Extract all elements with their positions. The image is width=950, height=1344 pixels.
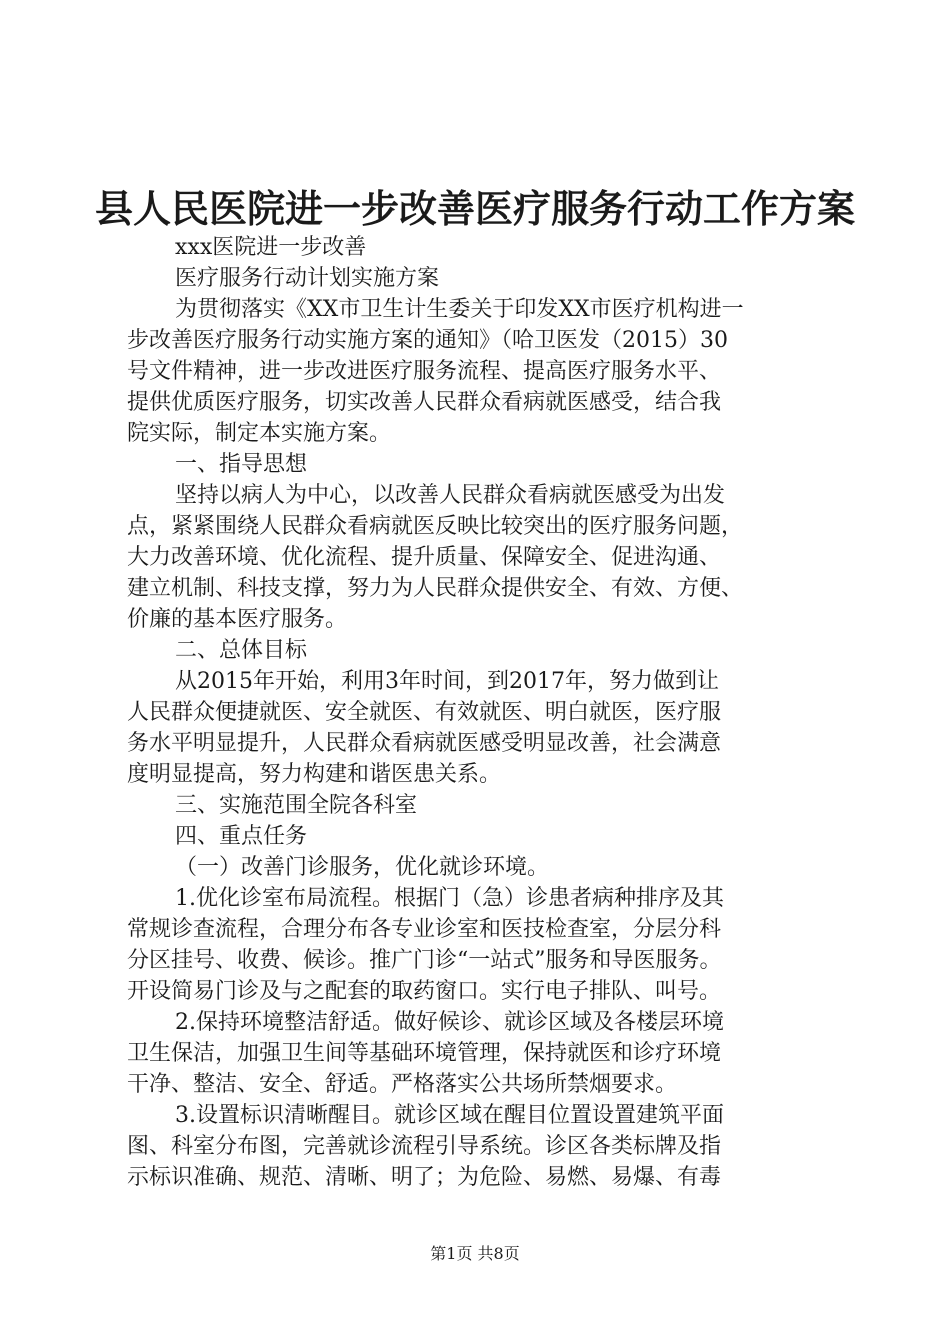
text-line: 二、总体目标 (175, 638, 308, 663)
text-line: 人民群众便捷就医、安全就医、有效就医、明白就医，医疗服 (127, 700, 722, 725)
text-line: 院实际，制定本实施方案。 (127, 421, 392, 446)
text-line: 大力改善环境、优化流程、提升质量、保障安全、促进沟通、 (127, 545, 722, 570)
text-line: 度明显提高，努力构建和谐医患关系。 (127, 762, 502, 787)
text-line: 步改善医疗服务行动实施方案的通知》（哈卫医发（2015）30 (127, 328, 728, 353)
text-line: 建立机制、科技支撑，努力为人民群众提供安全、有效、方便、 (127, 576, 744, 601)
text-line: 一、指导思想 (175, 452, 308, 477)
text-line: 图、科室分布图，完善就诊流程引导系统。诊区各类标牌及指 (127, 1134, 722, 1159)
page-footer: 第1页 共8页 (430, 1244, 520, 1263)
text-line: 四、重点任务 (175, 824, 308, 849)
text-line: 卫生保洁，加强卫生间等基础环境管理，保持就医和诊疗环境 (127, 1041, 722, 1066)
text-line: 提供优质医疗服务，切实改善人民群众看病就医感受，结合我 (127, 390, 722, 415)
text-line: 从2015年开始，利用3年时间，到2017年，努力做到让 (175, 669, 719, 694)
text-line: xxx医院进一步改善 (175, 235, 367, 260)
text-line: 示标识准确、规范、清晰、明了；为危险、易燃、易爆、有毒 (127, 1165, 722, 1190)
document-body (127, 232, 831, 1193)
text-line: 号文件精神，进一步改进医疗服务流程、提高医疗服务水平、 (127, 359, 722, 384)
text-line: 1.优化诊室布局流程。根据门（急）诊患者病种排序及其 (175, 886, 724, 911)
text-line: 医疗服务行动计划实施方案 (175, 266, 440, 291)
text-line: 开设简易门诊及与之配套的取药窗口。实行电子排队、叫号。 (127, 979, 722, 1004)
text-line: （一）改善门诊服务，优化就诊环境。 (175, 855, 550, 880)
text-line: 点，紧紧围绕人民群众看病就医反映比较突出的医疗服务问题， (127, 514, 744, 539)
text-line: 干净、整洁、安全、舒适。严格落实公共场所禁烟要求。 (127, 1072, 678, 1097)
text-line: 为贯彻落实《XX市卫生计生委关于印发XX市医疗机构进一 (175, 297, 744, 322)
text-line: 三、实施范围全院各科室 (175, 793, 418, 818)
text-line: 分区挂号、收费、候诊。推广门诊“一站式”服务和导医服务。 (127, 948, 722, 973)
text-line: 2.保持环境整洁舒适。做好候诊、就诊区域及各楼层环境 (175, 1010, 724, 1035)
text-line: 务水平明显提升，人民群众看病就医感受明显改善，社会满意 (127, 731, 722, 756)
text-line: 价廉的基本医疗服务。 (127, 607, 348, 632)
text-line: 3.设置标识清晰醒目。就诊区域在醒目位置设置建筑平面 (175, 1103, 724, 1128)
document-title: 县人民医院进一步改善医疗服务行动工作方案 (94, 186, 855, 231)
text-line: 常规诊查流程，合理分布各专业诊室和医技检查室，分层分科 (127, 917, 722, 942)
text-line: 坚持以病人为中心，以改善人民群众看病就医感受为出发 (175, 483, 726, 508)
